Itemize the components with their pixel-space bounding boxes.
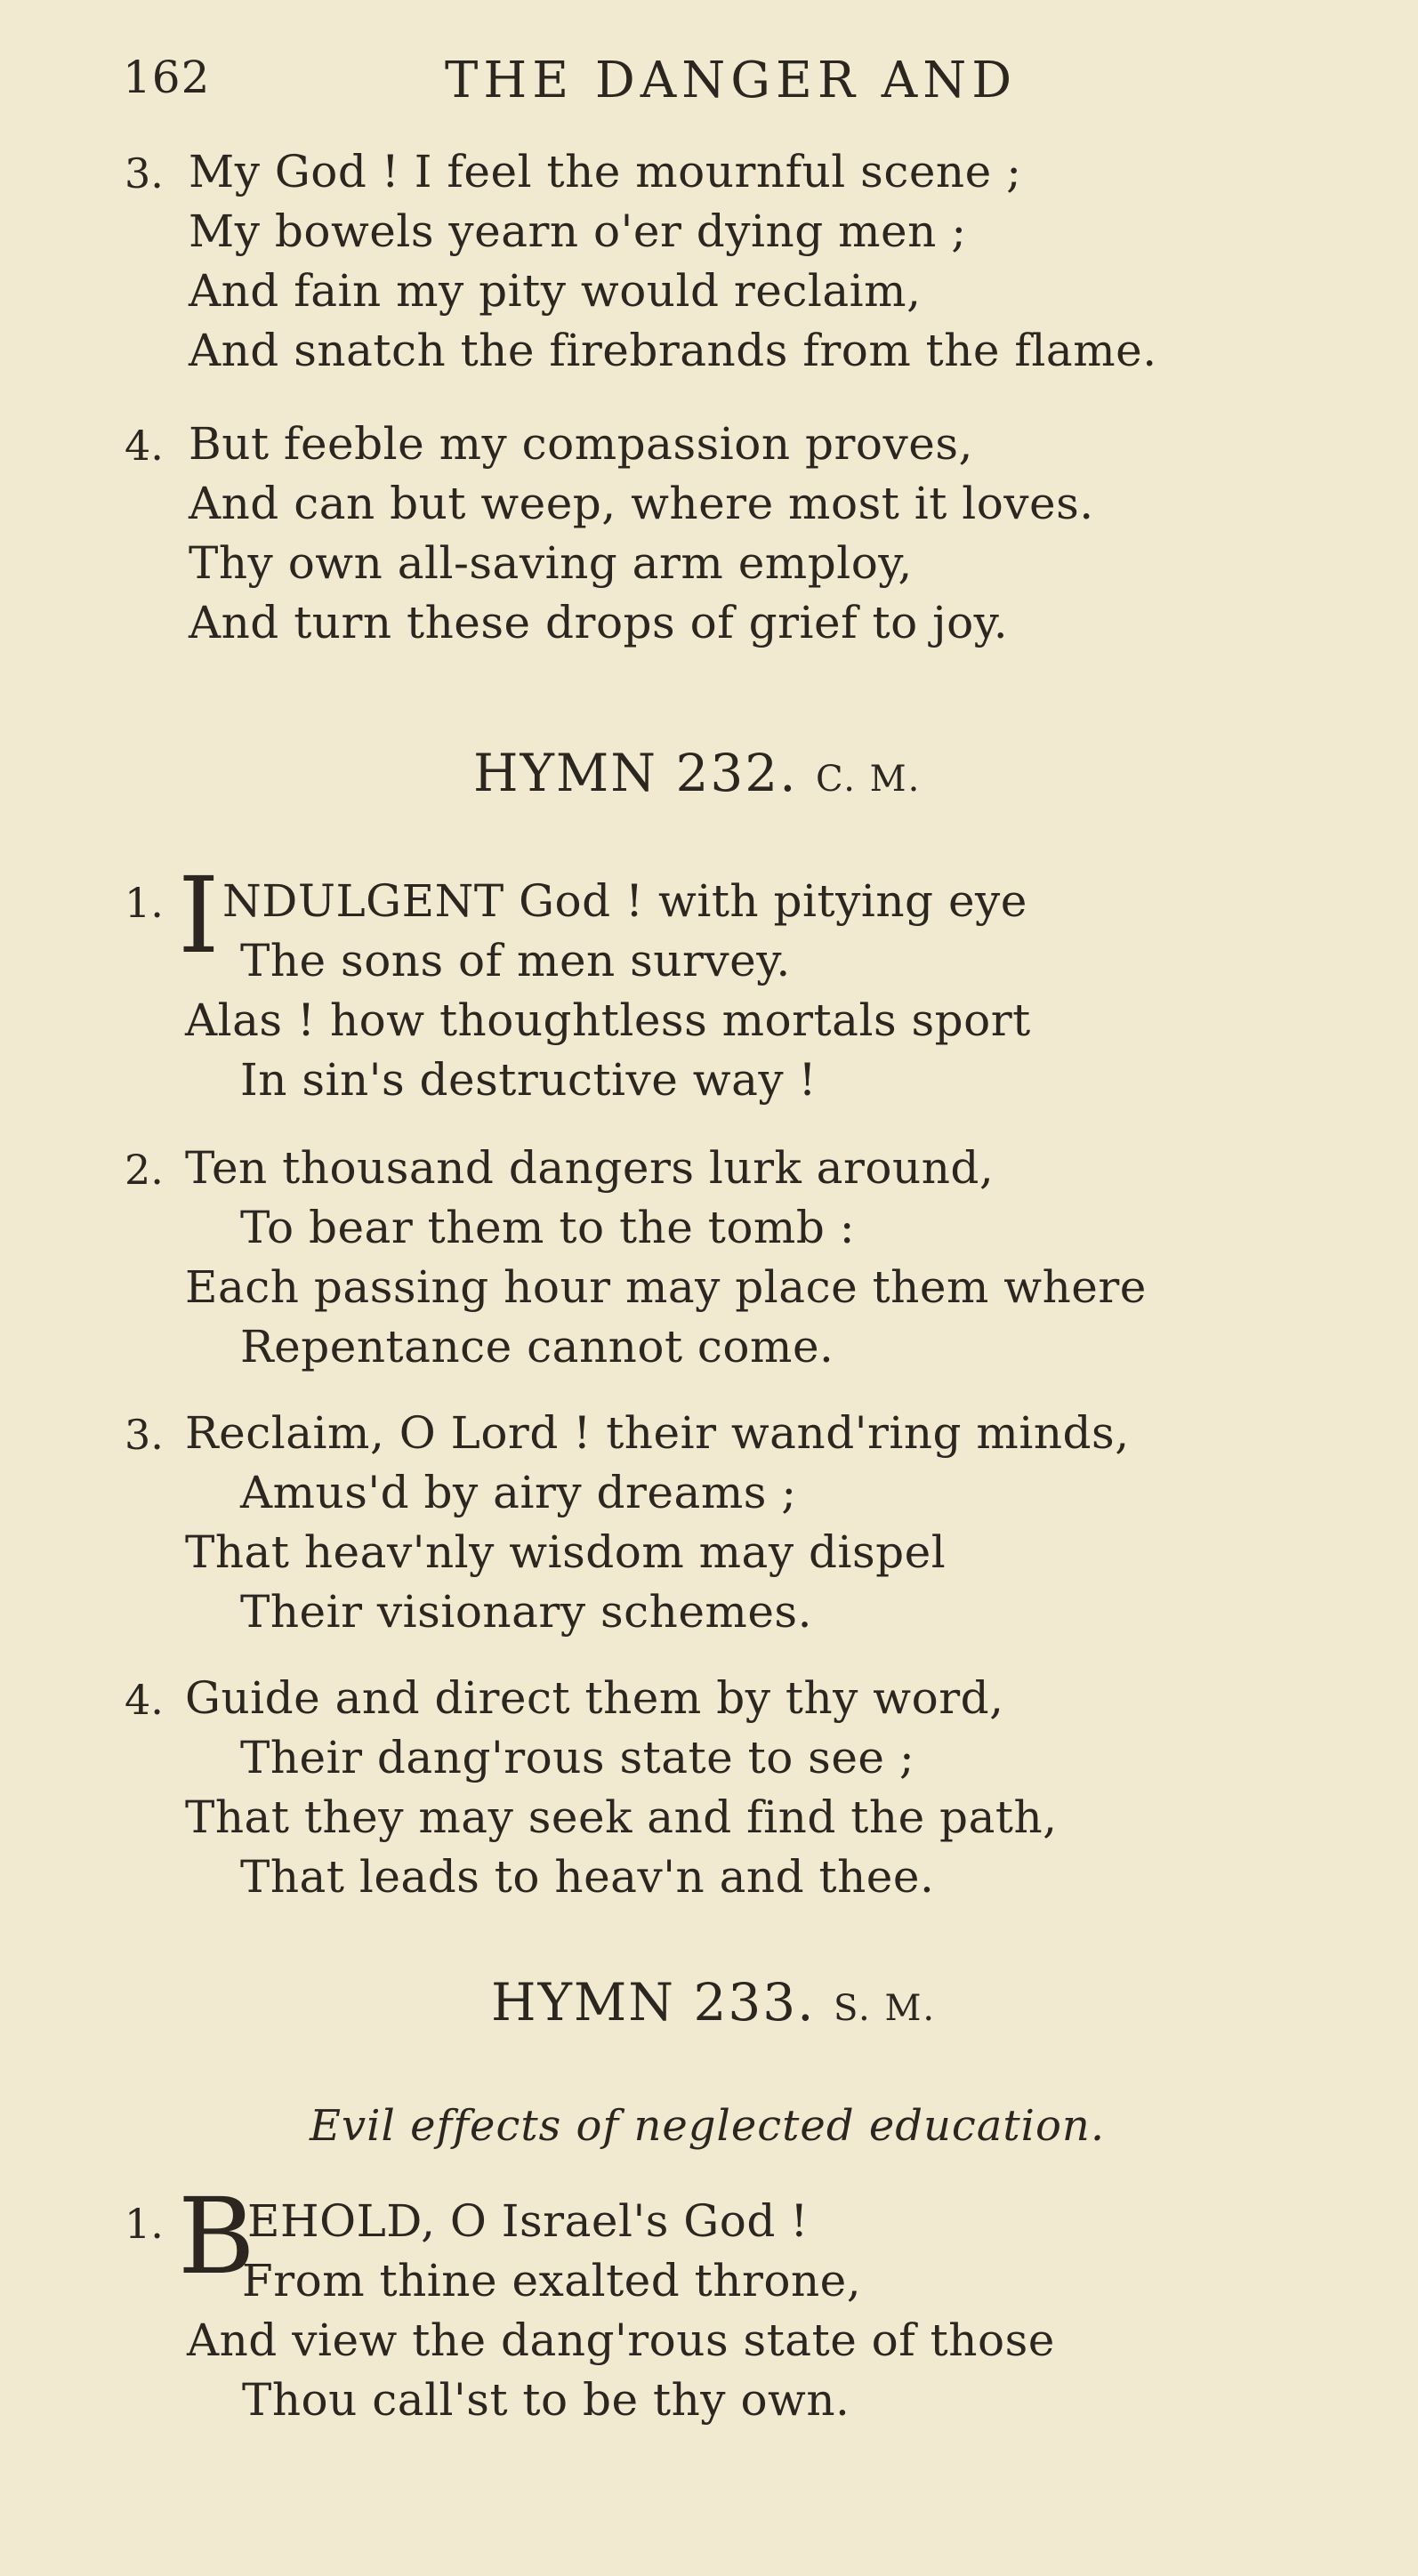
running-title: THE DANGER AND [445,52,1018,109]
stanza-number: 1. [125,2200,164,2248]
hymn-title: HYMN 233. [491,1972,816,2033]
stanza-number: 2. [125,1146,164,1194]
drop-cap: B [178,2175,255,2298]
hymn-title: HYMN 232. [473,743,798,803]
verse-line: NDULGENT God ! with pitying eye [222,875,1027,927]
verse-line: That they may seek and find the path, [185,1791,1058,1843]
hymn-233-heading [491,1972,937,2033]
verse-line: My bowels yearn o'er dying men ; [189,205,967,257]
verse-line: And view the dang'rous state of those [187,2314,1055,2366]
stanza-number: 1. [125,879,164,927]
verse-line: Thou call'st to be thy own. [242,2374,850,2426]
verse-line: Thy own all-saving arm employ, [189,537,913,589]
verse-line: And snatch the firebrands from the flame. [189,325,1157,376]
verse-line: Their dang'rous state to see ; [240,1732,915,1783]
verse-line: To bear them to the tomb : [240,1202,856,1253]
drop-cap: I [178,854,220,977]
verse-line: Reclaim, O Lord ! their wand'ring minds, [185,1407,1130,1459]
hymn-233-subtitle: Evil effects of neglected education. [310,2101,1106,2151]
stanza-number: 3. [125,149,164,197]
verse-line: And turn these drops of grief to joy. [189,597,1009,648]
verse-line: Repentance cannot come. [240,1321,834,1373]
verse-line: In sin's destructive way ! [240,1054,818,1106]
verse-line: Guide and direct them by thy word, [185,1672,1004,1724]
verse-line: The sons of men survey. [240,935,791,986]
stanza-number: 3. [125,1411,164,1459]
hymn-meter: S. M. [834,1988,937,2029]
verse-line: My God ! I feel the mournful scene ; [189,146,1022,197]
verse-line: Alas ! how thoughtless mortals sport [185,994,1031,1046]
verse-line: From thine exalted throne, [242,2255,862,2306]
verse-line: That heav'nly wisdom may dispel [185,1526,947,1578]
stanza-number: 4. [125,1676,164,1724]
verse-line: Each passing hour may place them where [185,1261,1147,1313]
stanza-number: 4. [125,422,164,470]
verse-line: Amus'd by airy dreams ; [240,1467,797,1518]
hymn-232-heading [473,743,922,803]
verse-line: EHOLD, O Israel's God ! [247,2195,809,2247]
verse-line: And fain my pity would reclaim, [189,265,922,317]
page-header [123,52,1066,114]
verse-line: But feeble my compassion proves, [189,418,973,470]
verse-line: And can but weep, where most it loves. [189,478,1094,529]
page-number: 162 [123,52,211,103]
hymn-meter: C. M. [816,759,922,800]
verse-line: Ten thousand dangers lurk around, [185,1142,995,1194]
verse-line: Their visionary schemes. [240,1586,812,1638]
verse-line: That leads to heav'n and thee. [240,1851,935,1903]
